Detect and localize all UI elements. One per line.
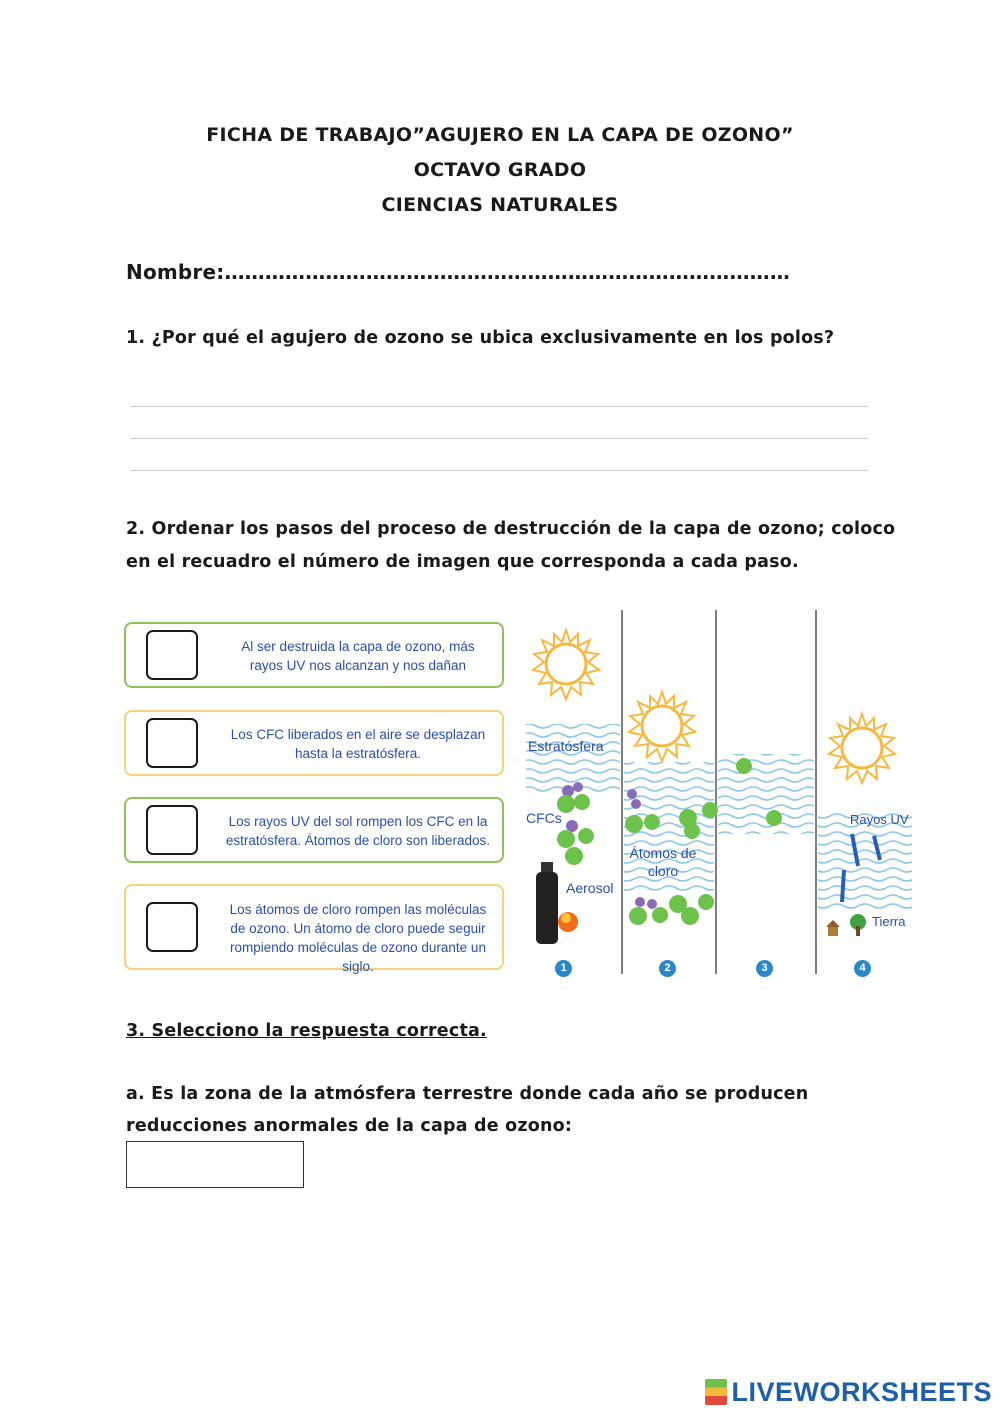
answer-line-2[interactable] <box>131 438 868 439</box>
label-earth: Tierra <box>872 914 906 929</box>
answer-box-step-2[interactable] <box>146 718 198 768</box>
label-chlorine-atoms: Átomos de cloro <box>629 845 697 879</box>
answer-box-step-3[interactable] <box>146 805 198 855</box>
question-2-line1: 2. Ordenar los pasos del proceso de destrucción de la capa de ozono; coloco <box>126 519 896 539</box>
worksheet-title: FICHA DE TRABAJO”AGUJERO EN LA CAPA DE OZONO” <box>206 124 794 146</box>
sun-icon-4 <box>829 714 895 783</box>
question-3-heading: 3. Selecciono la respuesta correcta. <box>126 1021 487 1041</box>
subject-title: CIENCIAS NATURALES <box>381 194 619 216</box>
sun-icon-2 <box>629 692 695 761</box>
step-card-3 <box>124 797 504 863</box>
label-stratosphere: Estratósfera <box>528 738 604 754</box>
label-uv-rays: Rayos UV <box>850 812 909 827</box>
question-3a-line1: a. Es la zona de la atmósfera terrestre donde cada año se producen <box>126 1084 809 1104</box>
sun-icon-1 <box>533 630 599 699</box>
step-card-1-text: Al ser destruida la capa de ozono, más rayos UV nos alcanzan y nos dañan <box>241 639 475 673</box>
label-aerosol: Aerosol <box>566 880 614 896</box>
step-card-4 <box>124 884 504 974</box>
answer-line-3[interactable] <box>131 470 868 471</box>
wave-band-3 <box>718 754 814 834</box>
question-3a-line2: reducciones anormales de la capa de ozono: <box>126 1116 573 1136</box>
label-cfcs: CFCs <box>526 810 562 826</box>
name-field-label: Nombre:………………………………………………………………………… <box>126 260 791 284</box>
aerosol-can-icon <box>536 862 578 944</box>
question-1: 1. ¿Por qué el agujero de ozono se ubica exclusivamente en los polos? <box>126 328 835 348</box>
ozone-molecule <box>766 810 782 826</box>
cfc-molecules <box>557 782 594 865</box>
answer-dropdown-3a[interactable] <box>126 1141 304 1188</box>
panel-number-3: 3 <box>756 960 773 977</box>
step-card-1 <box>124 622 504 688</box>
panel-number-4: 4 <box>854 960 871 977</box>
logo-text: LIVEWORKSHEETS <box>731 1377 992 1407</box>
step-card-2 <box>124 710 504 776</box>
wave-band-1 <box>526 724 620 794</box>
question-2-line2: en el recuadro el número de imagen que corresponda a cada paso. <box>126 552 799 572</box>
answer-box-step-1[interactable] <box>146 630 198 680</box>
panel-number-2: 2 <box>659 960 676 977</box>
step-card-3-text: Los rayos UV del sol rompen los CFC en la estratósfera. Átomos de cloro son liberados. <box>225 814 491 848</box>
wave-band-4 <box>818 812 912 912</box>
ozone-figure-graphic <box>522 604 917 984</box>
panel-number-1: 1 <box>555 960 572 977</box>
ozone-process-figure <box>522 604 917 984</box>
ozone-molecule <box>736 758 752 774</box>
step-card-2-text: Los CFC liberados en el aire se desplazan hasta la estratósfera. <box>230 727 486 761</box>
answer-box-step-4[interactable] <box>146 902 198 952</box>
step-card-4-text: Los átomos de cloro rompen las moléculas de ozono. Un átomo de cloro puede seguir rompiendo moléculas de ozono durante un siglo. <box>229 902 487 974</box>
grade-title: OCTAVO GRADO <box>413 159 587 181</box>
liveworksheets-logo <box>705 1377 992 1408</box>
logo-mark-icon <box>705 1379 727 1405</box>
answer-line-1[interactable] <box>131 406 868 407</box>
earth-icon <box>826 914 866 936</box>
